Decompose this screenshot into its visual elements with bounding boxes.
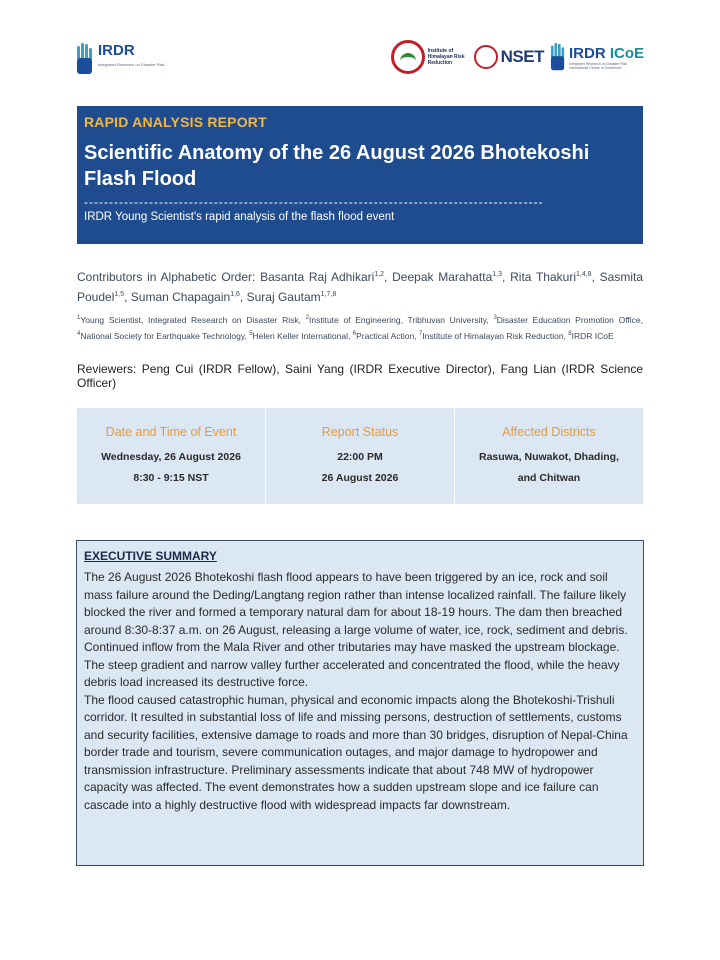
- info-value: Rasuwa, Nuwakot, Dhading,: [478, 451, 620, 463]
- icoe-hand-icon: [550, 42, 566, 72]
- summary-paragraph: The flood caused catastrophic human, physical and economic impacts along the Bhotekoshi-Trishuli corridor. It resulted in substantial loss of life and missing persons, destruction of settlements, customs and security facilities, extensive damage to roads and more than 30 bridges, disruption of Nepal-China border trade and tourism, severe communication outages, and major damage to hydropower and transmission infrastructure. Preliminary assessments indicate that about 748 MW of hydropower capacity was affected. The event demonstrates how a sudden upstream slope and ice failure can cascade into a highly destructive flood with widespread impacts far downstream.: [84, 692, 628, 812]
- nset-emblem-icon: [474, 45, 498, 69]
- ihrr-name: Institute of Himalayan Risk Reduction: [427, 48, 465, 66]
- affiliation: Institute of Engineering, Tribhuvan University: [309, 314, 487, 325]
- info-heading: Affected Districts: [502, 425, 596, 439]
- affiliation: National Society for Earthquake Technology: [80, 331, 245, 342]
- event-info-table: [77, 408, 643, 504]
- title-banner: [77, 106, 643, 244]
- executive-summary: [76, 540, 644, 866]
- contributors: Contributors in Alphabetic Order: Basanta Raj Adhikari$^{1,2}$, Deepak Marahatta$^{1,3}$, Rita Thakuri$^{1,4,8}$, Sasmita Poudel$^{1,5}$, Suman Chapagain$^{1,6}$, Suraj Gautam$^{1,7,8}$: [77, 270, 644, 304]
- info-affected-districts: [455, 408, 643, 504]
- irdr-icoe-logo: [550, 42, 644, 72]
- affiliations: $^1$Young Scientist, Integrated Research on Disaster Risk, $^2$Institute of Engineering, Tribhuvan University, $^3$Disaster Education Promotion Office, $^4$National Society for Earthquake Technology, $^5$Helen Keller International, $^6$Practical Action, $^7$Institute of Himalayan Risk Reduction, $^8$IRDR ICoE: [77, 314, 643, 342]
- report-title: Scientific Anatomy of the 26 August 2026 Bhotekoshi Flash Flood: [84, 142, 590, 190]
- info-value: 8:30 - 9:15 NST: [133, 472, 209, 484]
- info-value: 22:00 PM: [337, 451, 383, 463]
- affiliation: Practical Action: [356, 331, 415, 342]
- affiliation: IRDR ICoE: [571, 331, 614, 342]
- ihrr-emblem-icon: [391, 40, 425, 74]
- info-date-time: [77, 408, 266, 504]
- contributor: Rita Thakuri$^{1,4,8}$: [510, 270, 592, 284]
- summary-title: EXECUTIVE SUMMARY: [84, 549, 217, 563]
- reviewers: Reviewers: Peng Cui (IRDR Fellow), Saini Yang (IRDR Executive Director), Fang Lian (IRDR Science Officer): [77, 362, 643, 390]
- affiliation: Helen Keller International: [252, 331, 348, 342]
- banner-dashed-rule: --------------------------------------------------------------------------------------------: [84, 196, 544, 208]
- nset-name: NSET: [500, 47, 544, 66]
- irdr-name: IRDR: [98, 42, 135, 59]
- nset-logo: [474, 45, 544, 69]
- contributor: Suman Chapagain$^{1,6}$: [130, 290, 240, 304]
- info-heading: Report Status: [321, 425, 399, 439]
- logo-row: [76, 40, 644, 82]
- report-kicker: RAPID ANALYSIS REPORT: [84, 114, 267, 130]
- affiliation: Disaster Education Promotion Office: [496, 314, 641, 325]
- affiliation: Institute of Himalayan Risk Reduction: [422, 331, 564, 342]
- contributor: Suraj Gautam$^{1,7,8}$: [246, 290, 337, 304]
- irdr-subtitle: Integrated Research on Disaster Risk: [98, 62, 165, 67]
- info-report-status: [266, 408, 455, 504]
- affiliation: Young Scientist, Integrated Research on Disaster Risk: [80, 314, 299, 325]
- icoe-name: IRDR ICoE: [568, 44, 644, 62]
- contributors-label: Contributors in Alphabetic Order:: [77, 270, 261, 284]
- report-subtitle: IRDR Young Scientist's rapid analysis of the flash flood event: [84, 211, 395, 223]
- irdr-logo: [76, 42, 168, 76]
- summary-paragraph: The 26 August 2026 Bhotekoshi flash flood appears to have been triggered by an ice, rock and soil mass failure around the Deding/Langtang region rather than intense localized rainfall. The failure likely blocked the river and formed a temporary natural dam for about 18-19 hours. The dam then breached around 8:30-8:37 a.m. on 26 August, releasing a large volume of water, ice, rock, sediment and debris. Continued inflow from the Mala River and other tributaries may have masked the upstream blockage. The steep gradient and narrow valley further accelerated and concentrated the flood, while the heavy debris load increased its destructive force.: [84, 570, 628, 689]
- contributor: Basanta Raj Adhikari$^{1,2}$: [260, 270, 385, 284]
- contributor: Sasmita Poudel$^{1,5}$: [77, 270, 644, 304]
- info-value: 26 August 2026: [321, 472, 399, 484]
- info-value: and Chitwan: [517, 472, 581, 484]
- contributor: Deepak Marahatta$^{1,3}$: [392, 270, 503, 284]
- info-value: Wednesday, 26 August 2026: [101, 451, 241, 463]
- info-heading: Date and Time of Event: [105, 425, 237, 439]
- irdr-hand-icon: [76, 42, 94, 76]
- icoe-subtitle: Integrated Research on Disaster Risk International Centre of Excellence: [568, 61, 628, 70]
- ihrr-logo: [391, 40, 468, 74]
